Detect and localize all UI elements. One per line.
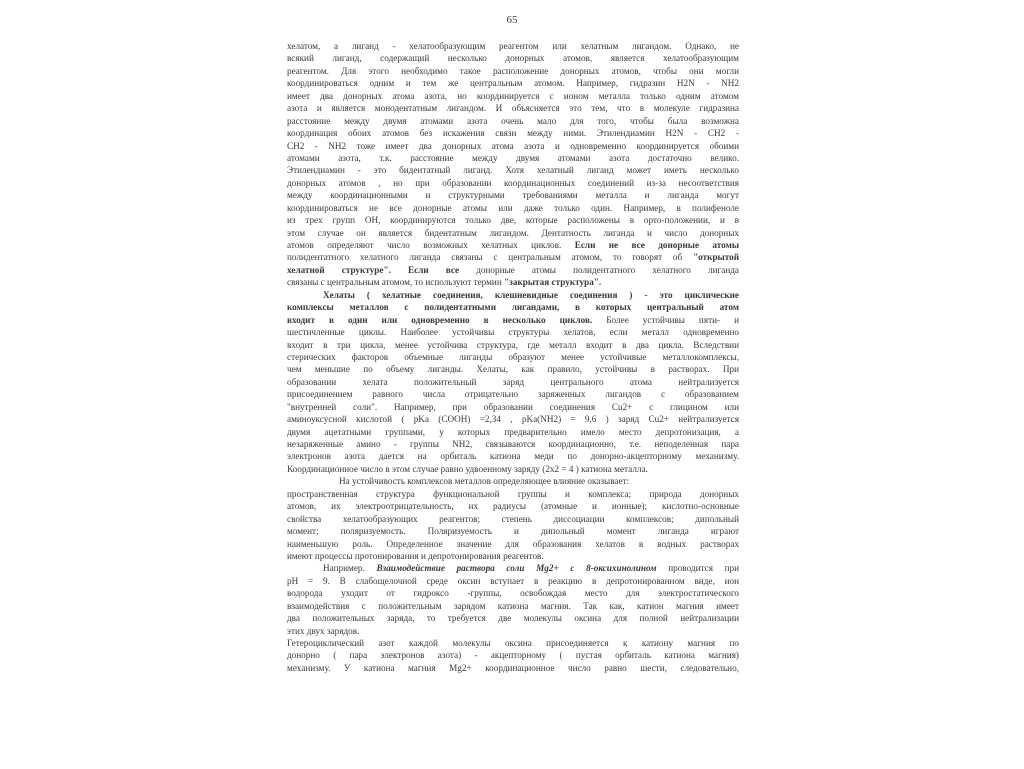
text-line: входит в один или одновременно в несколько циклов. Более устойчивы пяти- и: [287, 314, 739, 325]
text-line: имеет два донорных атома азота, но координируется с ионом металла только одним атомом: [287, 90, 739, 101]
bold-fragment: "закрытая структура".: [504, 277, 602, 288]
text-line: всякий лиганд, содержащий несколько донорных атомов, является хелатообразующим: [287, 53, 739, 64]
text-line: связаны с центральным атомом, то используют термин "закрытая структура".: [287, 277, 602, 288]
text-line: имеют процессы протонирования и депротонирования реагентов.: [287, 550, 544, 561]
text-line: между координационными и структурными требованиями металла и лиганда могут: [287, 190, 739, 201]
body-text: [287, 40, 739, 674]
text-line: шестичленные циклы. Наиболее устойчивы структуры хелатов, если металл одновременно: [287, 327, 739, 338]
text-line: На устойчивость комплексов металлов определяющее влияние оказывает:: [339, 476, 630, 487]
text-line: из трех групп ОН, координируются только две, которые расположены в орто-положении, и в: [287, 215, 739, 226]
text-line: этих двух зарядов.: [287, 625, 360, 636]
text-line: аминоуксусной кислотой ( pKa (COOH) =2,34 , pKa(NH2) = 9,6 ) заряд Cu2+ нейтрализуется: [287, 414, 739, 425]
text-line: полидентатного хелатного лиганда связаны с центральным атомом, то говорят об "открытой: [287, 252, 739, 263]
text-line: этом случае он является бидентатным лигандом. Дентатность лиганда и число донорных: [287, 227, 739, 238]
text-line: Хелаты ( хелатные соединения, клешневидные соединения ) - это циклические: [323, 289, 739, 300]
text-line: pH = 9. В слабощелочной среде оксин вступает в реакцию в депротонированном виде, ион: [287, 575, 739, 586]
text-line: взаимодействия с положительным зарядом катиона магния. Так как, катион магния имеет: [287, 600, 739, 611]
page-number: 65: [506, 14, 518, 26]
text-line: Например. Взаимодействие раствора соли Mg2+ с 8-оксихинолином проводится при: [323, 563, 739, 574]
bold-fragment: Если не все донорные атомы: [574, 240, 739, 250]
text-line: координация обоих атомов без искажения связи между ними. Этилендиамин H2N - CH2 -: [287, 128, 739, 139]
bold-fragment: Если все: [408, 264, 460, 275]
text-line: атомов определяют число возможных хелатных циклов. Если не все донорные атомы: [287, 240, 739, 250]
text-line: координироваться одним и тем же центральным атомом. Например, гидразин H2N - NH2: [287, 78, 739, 89]
text-line: Этилендиамин - это бидентатный лиганд. Хотя хелатный лиганд может иметь несколько: [287, 165, 739, 176]
text-line: атомов, их электроотрицательность, их радиусы (атомные и ионные); кислотно-основные: [287, 501, 739, 512]
text-line: стерических факторов объемные лиганды образуют менее устойчивые металлокомплексы,: [287, 351, 739, 362]
text-line: Гетероциклический азот каждой молекулы оксина присоединяется к катиону магния по: [287, 638, 739, 648]
text-line: чем меньшие по объему лиганды. Хелаты, как правило, устойчивы в растворах. При: [287, 364, 739, 375]
text-line: донорно ( пара электронов азота) - акцепторному ( пустая орбиталь катиона магния): [287, 650, 739, 661]
text-line: момент; поляризуемость. Поляризуемость и дипольный момент лиганда играют: [287, 526, 739, 537]
text-line: присоединением равного числа отрицательно заряженных лигандов с образованием: [287, 389, 739, 400]
bold-fragment: "открытой: [693, 252, 739, 263]
text-line: электронов азота дается на орбиталь катиона меди по донорно-акцепторному механизму.: [287, 451, 739, 462]
text-line: расстояние между двумя атомами азота очень мало для того, чтобы была возможна: [287, 115, 739, 126]
text-line: "внутренней соли". Например, при образовании соединения Cu2+ с глицином или: [287, 401, 739, 412]
text-line: свойства хелатообразующих реагентов; степень диссоциации комплексов; дипольный: [287, 513, 739, 524]
bold-italic-fragment: Взаимодействие раствора соли Mg2+ с 8-оксихинолином: [376, 563, 657, 574]
text-line: образовании хелата положительный заряд центрального атома нейтрализуется: [287, 376, 739, 387]
text-line: реагентом. Для этого необходимо такое расположение донорных атомов, чтобы они могли: [287, 65, 739, 76]
text-line: входит в три цикла, менее устойчива структура, где металл входит в два цикла. Вследствии: [287, 339, 739, 350]
text-line: комплексы металлов с полидентатными лигандами, в которых центральный атом: [287, 302, 739, 313]
text-line: наименьшую роль. Определенное значение для образования хелатов в водных растворах: [287, 538, 739, 549]
text-line: хелатом, а лиганд - хелатообразующим реагентом или хелатным лигандом. Однако, не: [287, 41, 739, 51]
text-line: координироваться не все донорные атомы или даже только один. Например, в полифеноле: [287, 202, 739, 213]
text-line: азота и является монодентатным лигандом. И объясняется это тем, что в молекуле гидразина: [287, 103, 739, 114]
text-line: незаряженные амино - группы NH2, связываются координационно, т.е. неподеленная пара: [287, 439, 739, 449]
text-line: двумя ацетатными группами, у которых предварительно имело место депротонизация, а: [287, 426, 739, 437]
text-line: механизму. У катиона магния Mg2+ координационное число равно шести, следовательно,: [287, 662, 739, 673]
text-line: пространственная структура функциональной группы и комплекса; природа донорных: [287, 488, 739, 499]
text-line: два положительных заряда, то требуется две молекулы оксина для полной нейтрализации: [287, 613, 739, 624]
text-line: Координационное число в этом случае равно удвоенному заряду (2х2 = 4 ) катиона металла.: [287, 463, 648, 474]
text-line: водорода уходит от гидроксо -группы, освобождая место для электростатического: [287, 588, 739, 599]
text-line: донорных атомов , но при образовании координационных соединений из-за несоответствия: [287, 177, 739, 188]
text-line: хелатной структуре". Если все донорные атомы полидентатного хелатного лиганда: [287, 264, 739, 275]
text-line: CH2 - NH2 тоже имеет два донорных атома азота и одновременно координируется обоими: [287, 140, 739, 151]
text-line: атомами азота, т.к. расстояние между двумя атомами азота достаточно велико.: [287, 152, 739, 163]
